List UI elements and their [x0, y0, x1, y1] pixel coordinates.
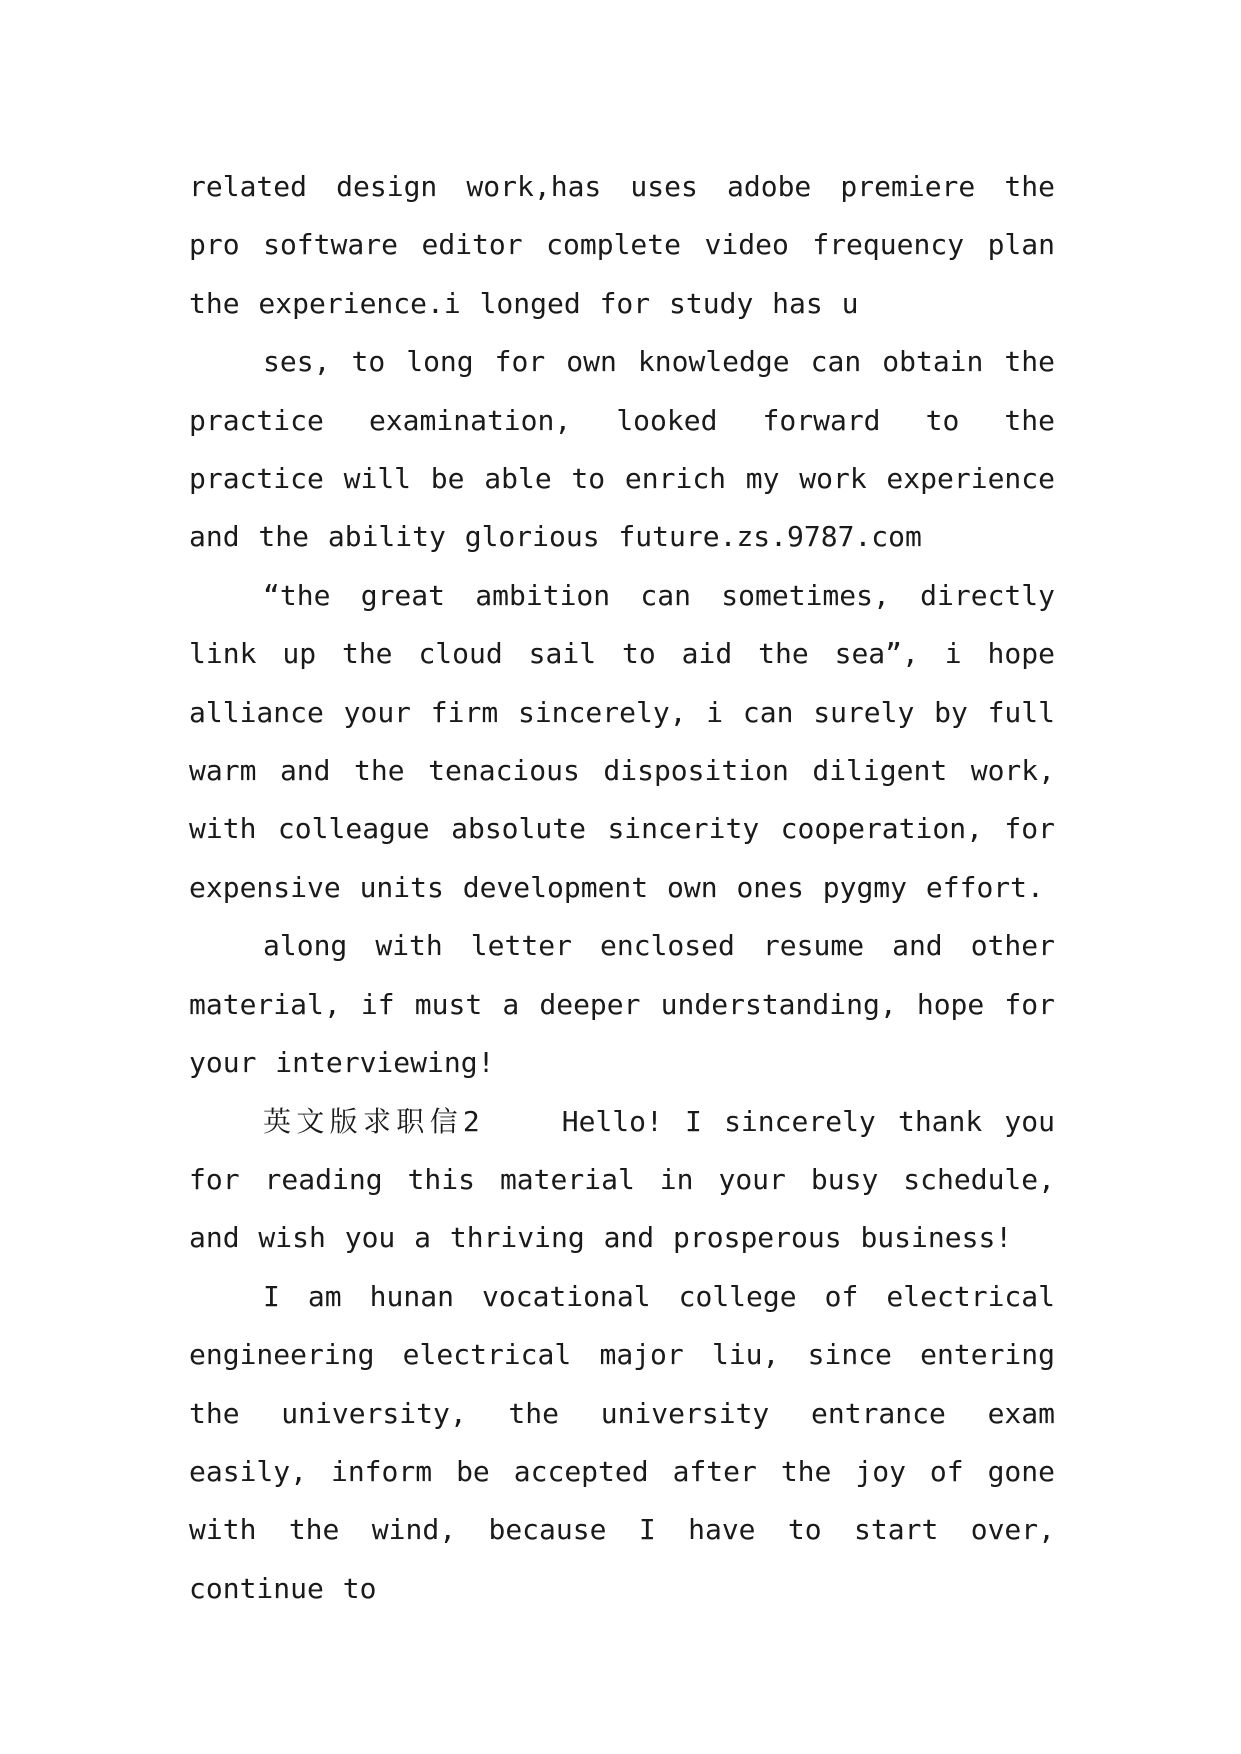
paragraph-2: ses, to long for own knowledge can obtain the practice examination, looked forward to the practice will be able to enrich my work experience and the ability glorious future.zs.9787.com [189, 345, 1055, 554]
paragraph-5 [189, 1093, 1055, 1268]
paragraph-6: I am hunan vocational college of electrical engineering electrical major liu, since entering the university, the university entrance exam easily, inform be accepted after the joy of gone with the wind, because I have to start over, continue to [189, 1279, 1055, 1605]
paragraph-4: along with letter enclosed resume and other material, if must a deeper understanding, hope for your interviewing! [189, 929, 1055, 1080]
section-heading: 英文版求职信2 [263, 1104, 482, 1138]
document-body [189, 158, 1055, 1618]
paragraph-5-text: Hello! I sincerely thank you for reading this material in your busy schedule, and wish you a thriving and prosperous business! [189, 1104, 1055, 1255]
paragraph-1: related design work,has uses adobe premiere the pro software editor complete video frequency plan the experience.i longed for study has u [189, 170, 1055, 320]
paragraph-3: “the great ambition can sometimes, directly link up the cloud sail to aid the sea”, i hope alliance your firm sincerely, i can surely by full warm and the tenacious disposition diligent work, with colleague absolute sincerity cooperation, for expensive units development own ones pygmy effort. [189, 578, 1055, 904]
